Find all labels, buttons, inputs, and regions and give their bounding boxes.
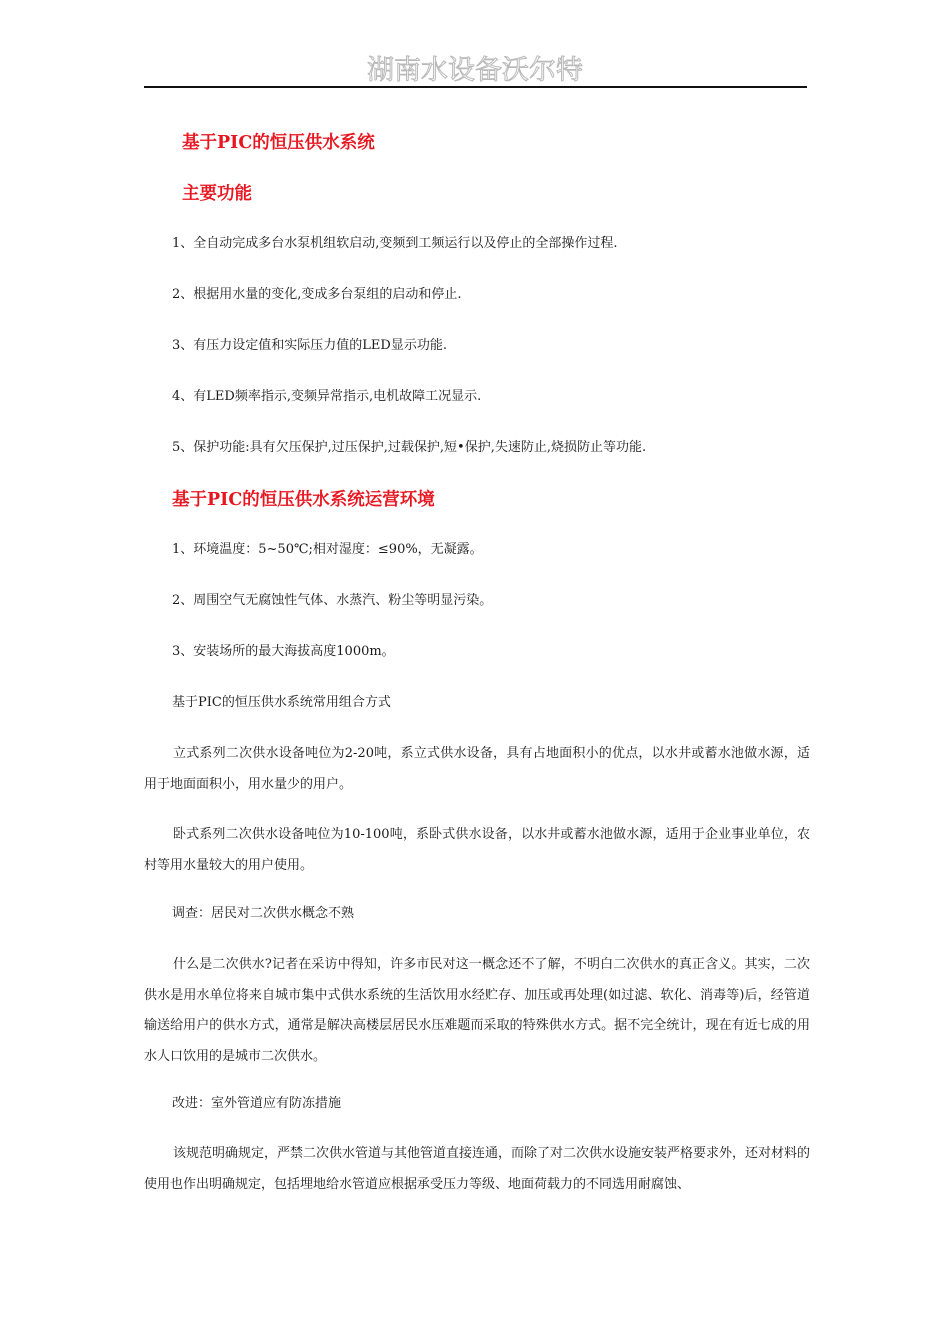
function-item-2: 2、根据用水量的变化,变成多台泵组的启动和停止.	[172, 287, 462, 302]
function-item-5: 5、保护功能:具有欠压保护,过压保护,过载保护,短•保护,失速防止,烧损防止等功能.	[172, 440, 647, 455]
combination-paragraph-horizontal: 卧式系列二次供水设备吨位为10-100吨，系卧式供水设备，以水井或蓄水池做水源，适用于企业事业单位，农村等用水量较大的用户使用。	[144, 827, 810, 873]
header-title: 湖南水设备沃尔特	[367, 55, 583, 86]
function-item-1: 1、全自动完成多台水泵机组软启动,变频到工频运行以及停止的全部操作过程.	[172, 236, 618, 251]
survey-heading: 调查：居民对二次供水概念不熟	[172, 906, 355, 921]
main-functions-heading: 主要功能	[182, 184, 252, 204]
improvement-heading: 改进：室外管道应有防冻措施	[172, 1096, 342, 1111]
function-item-3: 3、有压力设定值和实际压力值的LED显示功能.	[172, 338, 447, 353]
combination-heading: 基于PIC的恒压供水系统常用组合方式	[172, 695, 391, 710]
survey-paragraph: 什么是二次供水?记者在采访中得知，许多市民对这一概念还不了解，不明白二次供水的真正含义。其实，二次供水是用水单位将来自城市集中式供水系统的生活饮用水经贮存、加压或再处理(如过滤、软化、消毒等)后，经管道输送给用户的供水方式，通常是解决高楼层居民水压难题而采取的特殊供水方式。据不完全统计，现在有近七成的用水人口饮用的是城市二次供水。	[144, 957, 810, 1064]
document-title: 基于PIC的恒压供水系统	[182, 133, 375, 153]
combination-paragraph-vertical: 立式系列二次供水设备吨位为2-20吨，系立式供水设备，具有占地面积小的优点，以水井或蓄水池做水源，适用于地面面积小，用水量少的用户。	[144, 746, 810, 792]
function-item-4: 4、有LED频率指示,变频异常指示,电机故障工况显示.	[172, 389, 482, 404]
header-divider	[144, 86, 807, 88]
improvement-paragraph: 该规范明确规定，严禁二次供水管道与其他管道直接连通，而除了对二次供水设施安装严格要求外，还对材料的使用也作出明确规定，包括埋地给水管道应根据承受压力等级、地面荷载力的不同选用耐腐蚀、	[144, 1146, 811, 1192]
environment-heading: 基于PIC的恒压供水系统运营环境	[172, 490, 435, 510]
environment-item-2: 2、周围空气无腐蚀性气体、水蒸汽、粉尘等明显污染。	[172, 593, 493, 608]
environment-item-1: 1、环境温度：5~50℃;相对湿度：≤90%，无凝露。	[172, 542, 483, 557]
environment-item-3: 3、安装场所的最大海拔高度1000m。	[172, 644, 395, 659]
